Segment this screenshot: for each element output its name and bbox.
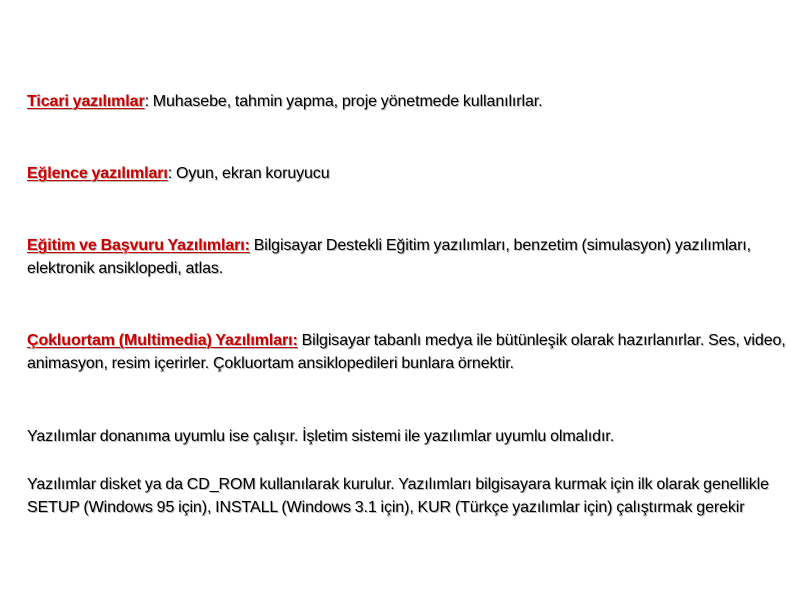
term-education-software: Eğitim ve Başvuru Yazılımları:	[27, 237, 250, 254]
software-type-commercial	[27, 90, 787, 113]
term-separator: :	[144, 93, 149, 110]
description-education-software: Bilgisayar Destekli Eğitim yazılımları, benzetim (simulasyon) yazılımları, elektronik ansiklopedi, atlas.	[27, 237, 751, 277]
software-type-entertainment	[27, 162, 787, 185]
note-compatibility: Yazılımlar donanıma uyumlu ise çalışır. İşletim sistemi ile yazılımlar uyumlu olmalıdır.	[27, 428, 614, 445]
description-multimedia-software: Bilgisayar tabanlı medya ile bütünleşik olarak hazırlanırlar. Ses, video, animasyon, resim içerirler. Çokluortam ansiklopedileri bunlara örnektir.	[27, 332, 786, 372]
slide	[27, 0, 787, 600]
note-installation: Yazılımlar disket ya da CD_ROM kullanılarak kurulur. Yazılımları bilgisayara kurmak için ilk olarak genellikle SETUP (Windows 95 için), INSTALL (Windows 3.1 için), KUR (Türkçe yazılımlar için) çalıştırmak gerekir	[27, 476, 769, 516]
term-multimedia-software: Çokluortam (Multimedia) Yazılımları:	[27, 332, 298, 349]
term-commercial-software: Ticari yazılımlar	[27, 93, 145, 110]
software-type-multimedia	[27, 329, 787, 375]
description-entertainment-software: Oyun, ekran koruyucu	[172, 165, 330, 182]
description-commercial-software: Muhasebe, tahmin yapma, proje yönetmede kullanılırlar.	[148, 93, 543, 110]
term-separator: :	[167, 165, 173, 182]
software-type-education	[27, 234, 787, 280]
term-entertainment-software: Eğlence yazılımları	[27, 165, 168, 182]
